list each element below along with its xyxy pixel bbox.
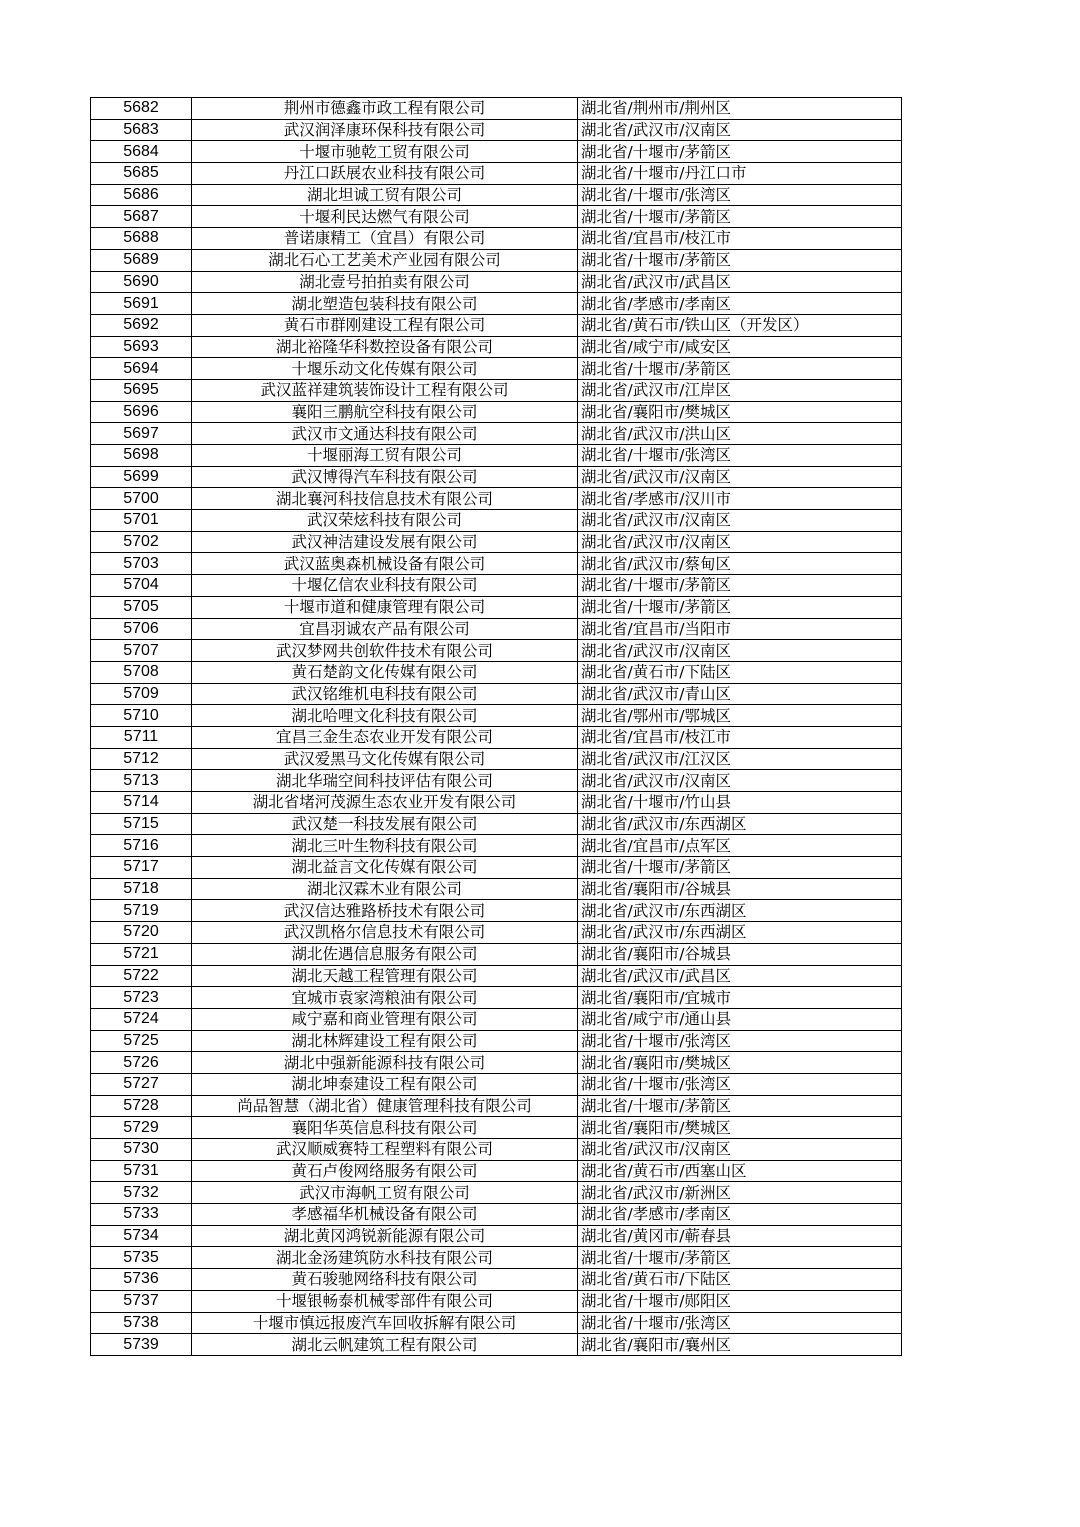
- company-name: 十堰乐动文化传媒有限公司: [192, 358, 578, 380]
- table-row: [91, 379, 902, 401]
- table-row: [91, 293, 902, 315]
- region: 湖北省/十堰市/郧阳区: [578, 1290, 902, 1312]
- region: 湖北省/武汉市/青山区: [578, 683, 902, 705]
- company-name: 湖北天越工程管理有限公司: [192, 965, 578, 987]
- company-name: 湖北林辉建设工程有限公司: [192, 1030, 578, 1052]
- company-name: 湖北坤泰建设工程有限公司: [192, 1073, 578, 1095]
- row-number: 5689: [91, 249, 192, 271]
- row-number: 5693: [91, 336, 192, 358]
- row-number: 5706: [91, 618, 192, 640]
- table-row: [91, 1247, 902, 1269]
- table-row: [91, 726, 902, 748]
- region: 湖北省/鄂州市/鄂城区: [578, 705, 902, 727]
- row-number: 5714: [91, 792, 192, 814]
- row-number: 5712: [91, 748, 192, 770]
- row-number: 5700: [91, 488, 192, 510]
- region: 湖北省/十堰市/茅箭区: [578, 596, 902, 618]
- table-row: [91, 553, 902, 575]
- company-name: 湖北佐遇信息服务有限公司: [192, 943, 578, 965]
- row-number: 5688: [91, 228, 192, 250]
- table-row: [91, 228, 902, 250]
- row-number: 5710: [91, 705, 192, 727]
- region: 湖北省/宜昌市/枝江市: [578, 228, 902, 250]
- table-row: [91, 445, 902, 467]
- company-name: 武汉楚一科技发展有限公司: [192, 813, 578, 835]
- company-name: 荆州市德鑫市政工程有限公司: [192, 98, 578, 120]
- row-number: 5698: [91, 445, 192, 467]
- company-name: 湖北华瑞空间科技评估有限公司: [192, 770, 578, 792]
- region: 湖北省/荆州市/荆州区: [578, 98, 902, 120]
- company-name: 黄石楚韵文化传媒有限公司: [192, 661, 578, 683]
- company-name: 黄石骏驰网络科技有限公司: [192, 1269, 578, 1291]
- company-name: 湖北黄冈鸿锐新能源有限公司: [192, 1225, 578, 1247]
- table-row: [91, 575, 902, 597]
- table-body: [91, 98, 902, 1356]
- company-name: 十堰丽海工贸有限公司: [192, 445, 578, 467]
- company-name: 武汉顺威赛特工程塑料有限公司: [192, 1139, 578, 1161]
- row-number: 5732: [91, 1182, 192, 1204]
- row-number: 5716: [91, 835, 192, 857]
- company-name: 十堰市慎远报废汽车回收拆解有限公司: [192, 1312, 578, 1334]
- region: 湖北省/十堰市/张湾区: [578, 1312, 902, 1334]
- table-row: [91, 943, 902, 965]
- table-row: [91, 423, 902, 445]
- company-name: 湖北坦诚工贸有限公司: [192, 184, 578, 206]
- row-number: 5728: [91, 1095, 192, 1117]
- region: 湖北省/十堰市/张湾区: [578, 1030, 902, 1052]
- table-row: [91, 965, 902, 987]
- table-row: [91, 987, 902, 1009]
- region: 湖北省/孝感市/孝南区: [578, 293, 902, 315]
- region: 湖北省/襄阳市/樊城区: [578, 1052, 902, 1074]
- company-name: 武汉市海帆工贸有限公司: [192, 1182, 578, 1204]
- table-row: [91, 1139, 902, 1161]
- table-row: [91, 141, 902, 163]
- table-row: [91, 488, 902, 510]
- table-row: [91, 249, 902, 271]
- row-number: 5697: [91, 423, 192, 445]
- region: 湖北省/十堰市/茅箭区: [578, 857, 902, 879]
- table-row: [91, 401, 902, 423]
- company-name: 十堰市道和健康管理有限公司: [192, 596, 578, 618]
- table-row: [91, 206, 902, 228]
- region: 湖北省/宜昌市/当阳市: [578, 618, 902, 640]
- region: 湖北省/襄阳市/宜城市: [578, 987, 902, 1009]
- region: 湖北省/襄阳市/襄州区: [578, 1334, 902, 1356]
- table-row: [91, 748, 902, 770]
- table-row: [91, 1269, 902, 1291]
- table-row: [91, 1204, 902, 1226]
- row-number: 5708: [91, 661, 192, 683]
- row-number: 5683: [91, 119, 192, 141]
- row-number: 5727: [91, 1073, 192, 1095]
- company-name: 襄阳华英信息科技有限公司: [192, 1117, 578, 1139]
- company-name: 湖北塑造包装科技有限公司: [192, 293, 578, 315]
- region: 湖北省/襄阳市/樊城区: [578, 401, 902, 423]
- row-number: 5691: [91, 293, 192, 315]
- company-name: 湖北云帆建筑工程有限公司: [192, 1334, 578, 1356]
- company-name: 黄石市群刚建设工程有限公司: [192, 314, 578, 336]
- region: 湖北省/黄石市/下陆区: [578, 1269, 902, 1291]
- row-number: 5718: [91, 878, 192, 900]
- row-number: 5682: [91, 98, 192, 120]
- company-name: 十堰利民达燃气有限公司: [192, 206, 578, 228]
- region: 湖北省/武汉市/洪山区: [578, 423, 902, 445]
- company-name: 武汉荣炫科技有限公司: [192, 510, 578, 532]
- company-name: 武汉信达雅路桥技术有限公司: [192, 900, 578, 922]
- table-row: [91, 119, 902, 141]
- region: 湖北省/襄阳市/樊城区: [578, 1117, 902, 1139]
- row-number: 5738: [91, 1312, 192, 1334]
- table-row: [91, 1117, 902, 1139]
- row-number: 5686: [91, 184, 192, 206]
- table-row: [91, 271, 902, 293]
- table-row: [91, 683, 902, 705]
- row-number: 5707: [91, 640, 192, 662]
- region: 湖北省/十堰市/张湾区: [578, 1073, 902, 1095]
- row-number: 5695: [91, 379, 192, 401]
- region: 湖北省/十堰市/茅箭区: [578, 1095, 902, 1117]
- company-name: 湖北省堵河茂源生态农业开发有限公司: [192, 792, 578, 814]
- row-number: 5734: [91, 1225, 192, 1247]
- table-row: [91, 596, 902, 618]
- table-row: [91, 1312, 902, 1334]
- company-name: 武汉神洁建设发展有限公司: [192, 531, 578, 553]
- region: 湖北省/黄冈市/蕲春县: [578, 1225, 902, 1247]
- table-row: [91, 1334, 902, 1356]
- row-number: 5703: [91, 553, 192, 575]
- company-name: 湖北益言文化传媒有限公司: [192, 857, 578, 879]
- table-row: [91, 1008, 902, 1030]
- table-row: [91, 1290, 902, 1312]
- company-name: 宜昌羽诚农产品有限公司: [192, 618, 578, 640]
- row-number: 5692: [91, 314, 192, 336]
- table-row: [91, 466, 902, 488]
- table-row: [91, 792, 902, 814]
- region: 湖北省/武汉市/汉南区: [578, 770, 902, 792]
- row-number: 5736: [91, 1269, 192, 1291]
- table-row: [91, 1030, 902, 1052]
- table-row: [91, 640, 902, 662]
- table-row: [91, 314, 902, 336]
- table-row: [91, 857, 902, 879]
- company-name: 武汉润泽康环保科技有限公司: [192, 119, 578, 141]
- region: 湖北省/十堰市/茅箭区: [578, 358, 902, 380]
- row-number: 5735: [91, 1247, 192, 1269]
- row-number: 5726: [91, 1052, 192, 1074]
- company-name: 十堰市驰乾工贸有限公司: [192, 141, 578, 163]
- table-row: [91, 922, 902, 944]
- row-number: 5724: [91, 1008, 192, 1030]
- region: 湖北省/十堰市/张湾区: [578, 184, 902, 206]
- row-number: 5721: [91, 943, 192, 965]
- table-row: [91, 1225, 902, 1247]
- company-name: 湖北裕隆华科数控设备有限公司: [192, 336, 578, 358]
- company-name: 十堰银畅泰机械零部件有限公司: [192, 1290, 578, 1312]
- row-number: 5684: [91, 141, 192, 163]
- table-row: [91, 705, 902, 727]
- company-name: 武汉凯格尔信息技术有限公司: [192, 922, 578, 944]
- company-name: 湖北三叶生物科技有限公司: [192, 835, 578, 857]
- region: 湖北省/武汉市/江岸区: [578, 379, 902, 401]
- region: 湖北省/十堰市/丹江口市: [578, 163, 902, 185]
- company-name: 湖北汉霖木业有限公司: [192, 878, 578, 900]
- table-row: [91, 770, 902, 792]
- company-name: 武汉博得汽车科技有限公司: [192, 466, 578, 488]
- company-name: 武汉铭维机电科技有限公司: [192, 683, 578, 705]
- region: 湖北省/黄石市/下陆区: [578, 661, 902, 683]
- company-name: 武汉爱黑马文化传媒有限公司: [192, 748, 578, 770]
- region: 湖北省/武汉市/东西湖区: [578, 900, 902, 922]
- region: 湖北省/武汉市/汉南区: [578, 466, 902, 488]
- row-number: 5739: [91, 1334, 192, 1356]
- region: 湖北省/十堰市/茅箭区: [578, 206, 902, 228]
- table-row: [91, 618, 902, 640]
- region: 湖北省/黄石市/西塞山区: [578, 1160, 902, 1182]
- company-name: 湖北壹号拍拍卖有限公司: [192, 271, 578, 293]
- company-name: 丹江口跃展农业科技有限公司: [192, 163, 578, 185]
- region: 湖北省/武汉市/武昌区: [578, 965, 902, 987]
- row-number: 5737: [91, 1290, 192, 1312]
- table-row: [91, 1160, 902, 1182]
- row-number: 5720: [91, 922, 192, 944]
- region: 湖北省/武汉市/江汉区: [578, 748, 902, 770]
- region: 湖北省/武汉市/东西湖区: [578, 922, 902, 944]
- region: 湖北省/十堰市/茅箭区: [578, 575, 902, 597]
- table-row: [91, 336, 902, 358]
- company-name: 襄阳三鹏航空科技有限公司: [192, 401, 578, 423]
- company-name: 宜昌三金生态农业开发有限公司: [192, 726, 578, 748]
- region: 湖北省/宜昌市/点军区: [578, 835, 902, 857]
- row-number: 5699: [91, 466, 192, 488]
- region: 湖北省/武汉市/汉南区: [578, 531, 902, 553]
- table-row: [91, 510, 902, 532]
- company-name: 武汉市文通达科技有限公司: [192, 423, 578, 445]
- region: 湖北省/黄石市/铁山区（开发区）: [578, 314, 902, 336]
- region: 湖北省/武汉市/蔡甸区: [578, 553, 902, 575]
- region: 湖北省/十堰市/茅箭区: [578, 141, 902, 163]
- region: 湖北省/十堰市/张湾区: [578, 445, 902, 467]
- row-number: 5694: [91, 358, 192, 380]
- table-row: [91, 358, 902, 380]
- company-name: 武汉梦网共创软件技术有限公司: [192, 640, 578, 662]
- region: 湖北省/十堰市/茅箭区: [578, 249, 902, 271]
- company-name: 湖北襄河科技信息技术有限公司: [192, 488, 578, 510]
- table-row: [91, 1073, 902, 1095]
- row-number: 5729: [91, 1117, 192, 1139]
- row-number: 5713: [91, 770, 192, 792]
- region: 湖北省/武汉市/汉南区: [578, 119, 902, 141]
- region: 湖北省/十堰市/茅箭区: [578, 1247, 902, 1269]
- row-number: 5709: [91, 683, 192, 705]
- row-number: 5704: [91, 575, 192, 597]
- region: 湖北省/孝感市/汉川市: [578, 488, 902, 510]
- company-name: 武汉蓝祥建筑装饰设计工程有限公司: [192, 379, 578, 401]
- region: 湖北省/襄阳市/谷城县: [578, 943, 902, 965]
- table-row: [91, 98, 902, 120]
- region: 湖北省/武汉市/东西湖区: [578, 813, 902, 835]
- region: 湖北省/宜昌市/枝江市: [578, 726, 902, 748]
- company-name: 湖北金汤建筑防水科技有限公司: [192, 1247, 578, 1269]
- company-name: 普诺康精工（宜昌）有限公司: [192, 228, 578, 250]
- region: 湖北省/咸宁市/咸安区: [578, 336, 902, 358]
- row-number: 5687: [91, 206, 192, 228]
- row-number: 5690: [91, 271, 192, 293]
- company-name: 黄石卢俊网络服务有限公司: [192, 1160, 578, 1182]
- company-name: 湖北中强新能源科技有限公司: [192, 1052, 578, 1074]
- table-row: [91, 1095, 902, 1117]
- company-name: 十堰亿信农业科技有限公司: [192, 575, 578, 597]
- company-name: 尚品智慧（湖北省）健康管理科技有限公司: [192, 1095, 578, 1117]
- table-row: [91, 835, 902, 857]
- row-number: 5685: [91, 163, 192, 185]
- table-row: [91, 1182, 902, 1204]
- row-number: 5730: [91, 1139, 192, 1161]
- company-list-table: [90, 97, 902, 1356]
- region: 湖北省/武汉市/武昌区: [578, 271, 902, 293]
- row-number: 5719: [91, 900, 192, 922]
- region: 湖北省/武汉市/新洲区: [578, 1182, 902, 1204]
- company-name: 武汉蓝奥森机械设备有限公司: [192, 553, 578, 575]
- row-number: 5696: [91, 401, 192, 423]
- row-number: 5722: [91, 965, 192, 987]
- table-row: [91, 163, 902, 185]
- row-number: 5715: [91, 813, 192, 835]
- table-row: [91, 184, 902, 206]
- company-name: 孝感福华机械设备有限公司: [192, 1204, 578, 1226]
- company-name: 湖北哈哩文化科技有限公司: [192, 705, 578, 727]
- region: 湖北省/武汉市/汉南区: [578, 1139, 902, 1161]
- row-number: 5702: [91, 531, 192, 553]
- row-number: 5717: [91, 857, 192, 879]
- region: 湖北省/武汉市/汉南区: [578, 640, 902, 662]
- region: 湖北省/襄阳市/谷城县: [578, 878, 902, 900]
- table-row: [91, 531, 902, 553]
- row-number: 5731: [91, 1160, 192, 1182]
- row-number: 5725: [91, 1030, 192, 1052]
- table-row: [91, 813, 902, 835]
- table-row: [91, 878, 902, 900]
- region: 湖北省/十堰市/竹山县: [578, 792, 902, 814]
- region: 湖北省/武汉市/汉南区: [578, 510, 902, 532]
- region: 湖北省/咸宁市/通山县: [578, 1008, 902, 1030]
- table-row: [91, 900, 902, 922]
- table-row: [91, 661, 902, 683]
- company-name: 湖北石心工艺美术产业园有限公司: [192, 249, 578, 271]
- table-row: [91, 1052, 902, 1074]
- company-name: 宜城市袁家湾粮油有限公司: [192, 987, 578, 1009]
- row-number: 5705: [91, 596, 192, 618]
- company-name: 咸宁嘉和商业管理有限公司: [192, 1008, 578, 1030]
- row-number: 5701: [91, 510, 192, 532]
- row-number: 5711: [91, 726, 192, 748]
- region: 湖北省/孝感市/孝南区: [578, 1204, 902, 1226]
- row-number: 5733: [91, 1204, 192, 1226]
- row-number: 5723: [91, 987, 192, 1009]
